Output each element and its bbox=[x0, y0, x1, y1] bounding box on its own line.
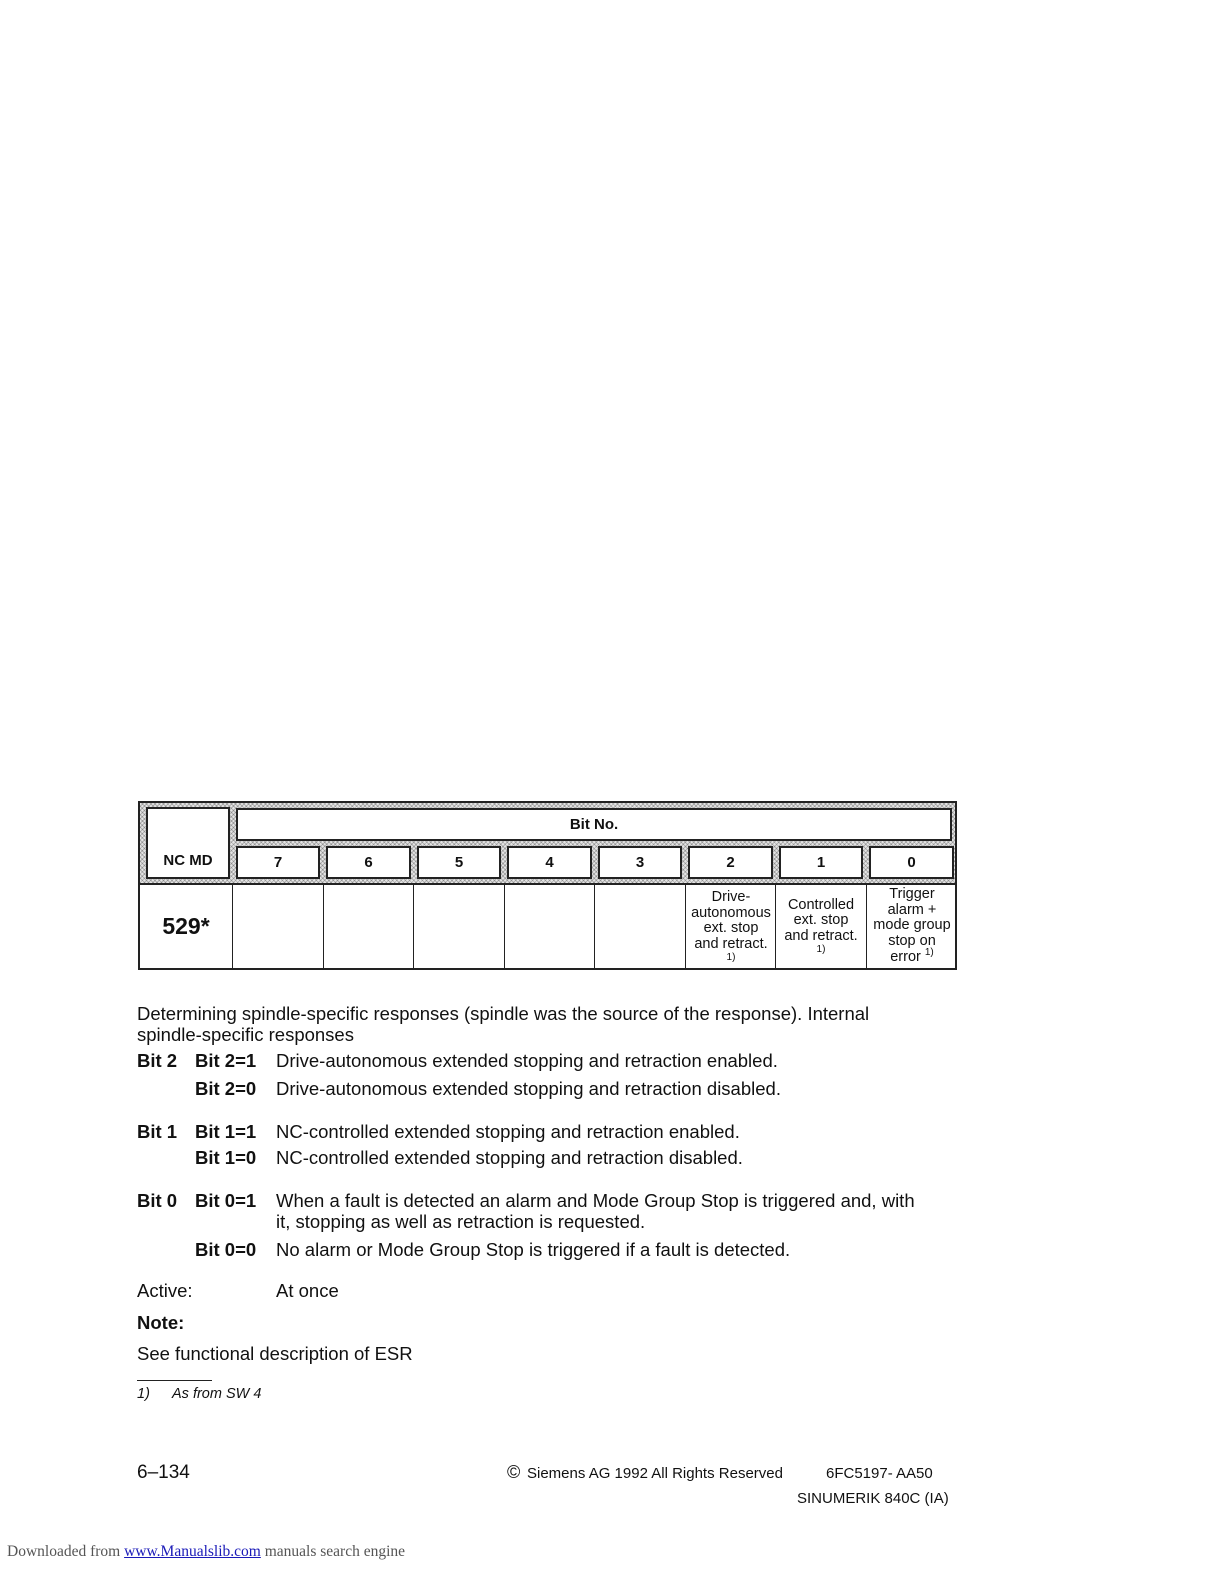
bit2-set-label: Bit 2=1 bbox=[195, 1050, 257, 1071]
bit1-clear-text: NC-controlled extended stopping and retraction disabled. bbox=[276, 1147, 743, 1168]
copyright-icon: © bbox=[507, 1462, 521, 1482]
bit-number-2: 2 bbox=[688, 846, 773, 879]
note-title: Note: bbox=[137, 1312, 185, 1333]
nc-md-bit-table bbox=[138, 801, 957, 970]
bit1-set-text: NC-controlled extended stopping and retraction enabled. bbox=[276, 1121, 740, 1142]
footnote-text: As from SW 4 bbox=[172, 1386, 262, 1402]
bit1-description: Controlled ext. stop and retract. 1) bbox=[784, 896, 858, 956]
bit-number-0: 0 bbox=[869, 846, 954, 879]
footnote-ref: 1) bbox=[816, 944, 826, 956]
bit1-clear-label: Bit 1=0 bbox=[195, 1147, 257, 1168]
bit0-label: Bit 0 bbox=[137, 1190, 178, 1211]
bit0-clear-text: No alarm or Mode Group Stop is triggered if a fault is detected. bbox=[276, 1239, 791, 1260]
bit1-set-label: Bit 1=1 bbox=[195, 1121, 257, 1142]
bit2-set-text: Drive-autonomous extended stopping and retraction enabled. bbox=[276, 1050, 778, 1071]
active-label: Active: bbox=[137, 1280, 193, 1301]
md-value: 529* bbox=[162, 913, 210, 939]
bit2-description: Drive- autonomous ext. stop and retract. 1) bbox=[691, 889, 771, 963]
nc-md-header bbox=[146, 807, 230, 879]
download-suffix: manuals search engine bbox=[264, 1543, 406, 1560]
copyright-text: Siemens AG 1992 All Rights Reserved bbox=[527, 1465, 783, 1482]
cell-divider bbox=[504, 885, 505, 968]
order-number: 6FC5197- AA50 bbox=[826, 1465, 933, 1482]
bit0-set-text-line-1: When a fault is detected an alarm and Mode Group Stop is triggered and, with bbox=[276, 1190, 915, 1211]
manualslib-link[interactable]: www.Manualslib.com bbox=[124, 1543, 261, 1560]
table-value-row bbox=[140, 885, 955, 968]
download-banner bbox=[7, 1543, 405, 1561]
bit0-set-text-line-2: it, stopping as well as retraction is requested. bbox=[276, 1211, 646, 1232]
download-prefix: Downloaded from bbox=[7, 1543, 121, 1560]
description-line-1: Determining spindle-specific responses (spindle was the source of the response). Internal bbox=[137, 1003, 870, 1024]
bit-number-4: 4 bbox=[507, 846, 592, 879]
nc-md-label: NC MD bbox=[163, 852, 213, 869]
bit-number-1: 1 bbox=[779, 846, 863, 879]
product-name: SINUMERIK 840C (IA) bbox=[797, 1490, 949, 1507]
bit-number-6: 6 bbox=[326, 846, 411, 879]
table-header bbox=[140, 803, 955, 885]
bit-number-5: 5 bbox=[417, 846, 501, 879]
cell-divider bbox=[232, 885, 233, 968]
active-value: At once bbox=[276, 1280, 339, 1301]
bit2-clear-label: Bit 2=0 bbox=[195, 1078, 257, 1099]
page-number: 6–134 bbox=[137, 1462, 190, 1483]
bit-number-7: 7 bbox=[236, 846, 320, 879]
note-text: See functional description of ESR bbox=[137, 1343, 413, 1364]
bit0-clear-label: Bit 0=0 bbox=[195, 1239, 257, 1260]
bit2-clear-text: Drive-autonomous extended stopping and retraction disabled. bbox=[276, 1078, 781, 1099]
bit2-label: Bit 2 bbox=[137, 1050, 178, 1071]
bit0-description: Trigger alarm + mode group stop on error $^{1)}$ bbox=[873, 886, 951, 966]
footnote-mark: 1) bbox=[137, 1386, 150, 1402]
footnote-separator bbox=[137, 1380, 212, 1381]
footnote-ref: 1) bbox=[924, 947, 934, 959]
footnote-ref: 1) bbox=[726, 952, 736, 963]
cell-divider bbox=[323, 885, 324, 968]
cell-divider bbox=[594, 885, 595, 968]
bit-number-3: 3 bbox=[598, 846, 682, 879]
description-line-2: spindle-specific responses bbox=[137, 1024, 354, 1045]
bit0-set-label: Bit 0=1 bbox=[195, 1190, 257, 1211]
cell-divider bbox=[413, 885, 414, 968]
bit-no-header bbox=[236, 808, 952, 841]
bit1-label: Bit 1 bbox=[137, 1121, 178, 1142]
bit-no-label: Bit No. bbox=[569, 816, 619, 833]
